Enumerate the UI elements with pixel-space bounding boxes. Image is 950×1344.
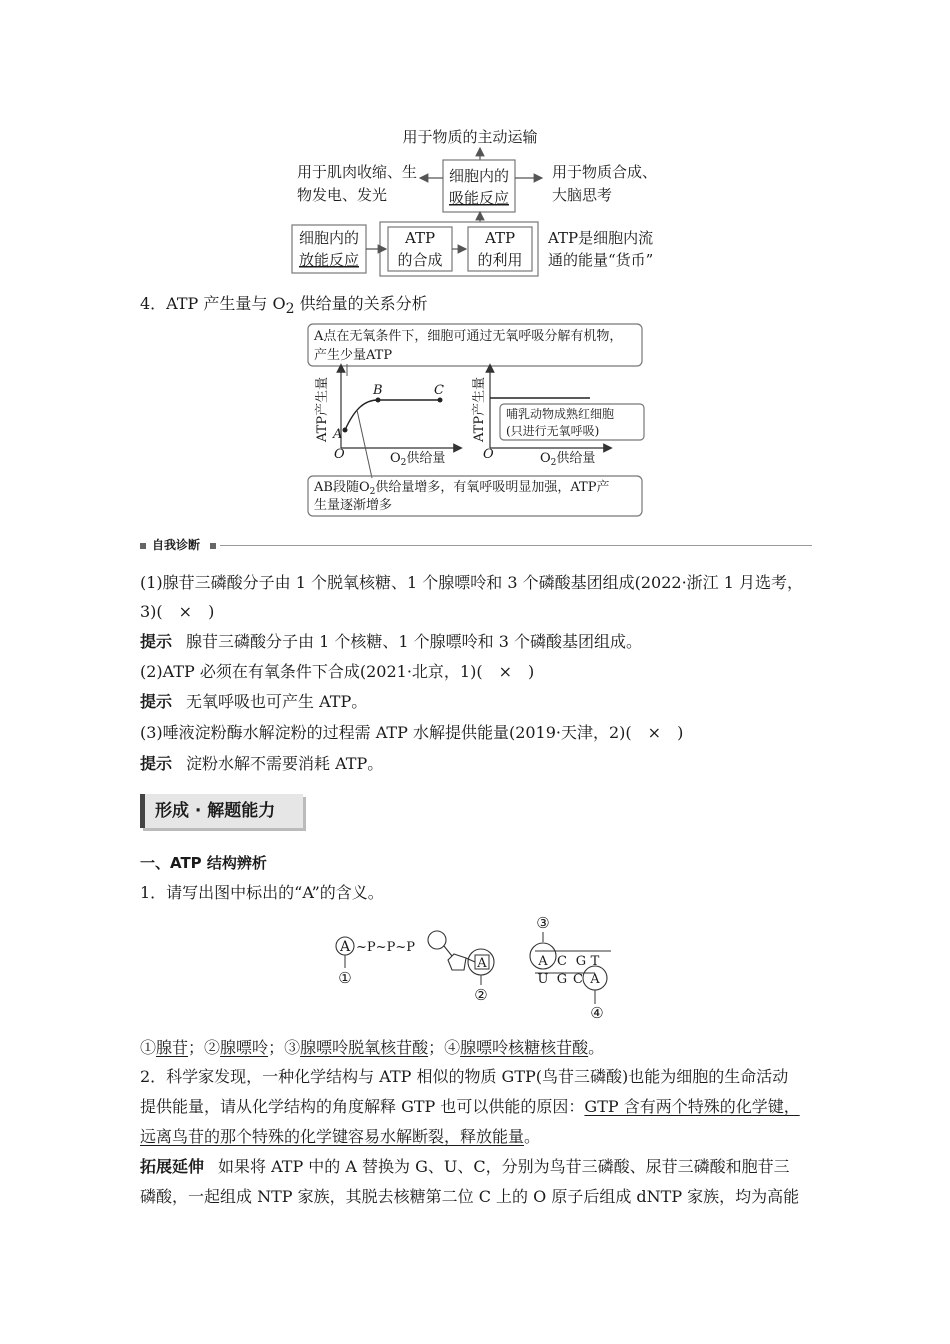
label-3: ③ [536,914,550,932]
svg-text:C: C [434,383,444,398]
section-banner-text: 形成 · 解题能力 [155,801,276,821]
atp-flow-diagram [280,118,680,280]
flow-left-1: 用于肌肉收缩、生 [297,163,418,181]
y-axis-label-right: ATP产生量 [472,376,487,442]
y-axis-label-left: ATP产生量 [315,376,330,442]
flow-b3-a: ATP [484,229,516,247]
hint-1: 提示 腺苷三磷酸分子由 1 个核糖、1 个腺嘌呤和 3 个磷酸基团组成。 [140,632,642,651]
flow-right-1: 用于物质合成、 [552,163,658,181]
svg-text:O: O [483,447,494,462]
svg-text:A: A [590,972,600,987]
rna-bottom-strand [538,972,601,987]
svg-text:A: A [333,427,343,442]
q2: (2)ATP 必须在有氧条件下合成(2021·北京，1)( × ) [140,662,535,681]
atp-o2-graph [300,318,650,520]
svg-text:G: G [575,954,587,969]
extension-line2: 磷酸，一起组成 NTP 家族，其脱去核糖第二位 C 上的 O 原子后组成 dNTP 家族，均为高能 [140,1187,800,1206]
label-2: ② [474,986,488,1004]
svg-text:B: B [373,383,383,398]
flow-b2-b: 的合成 [397,251,443,269]
svg-text:~P~P~P: ~P~P~P [356,940,415,955]
part1-heading: 一、ATP 结构辨析 [140,854,267,872]
q2-line3: 远离鸟苷的那个特殊的化学键容易水解断裂，释放能量。 [140,1127,541,1146]
x-axis-label-right: $O_2$供给量 [540,451,596,468]
flow-left-2: 物发电、发光 [297,186,388,204]
svg-text:A: A [538,954,548,969]
svg-text:C: C [557,954,567,969]
flow-r-1: ATP是细胞内流 [548,229,654,247]
self-diagnosis-title: 自我诊断 [152,538,201,552]
flow-r-2: 通的能量“货币” [548,251,654,269]
curve-left [345,400,440,430]
point-c [438,398,443,403]
self-diagnosis-header [140,539,812,553]
label-4: ④ [590,1004,604,1022]
q3: (3)唾液淀粉酶水解淀粉的过程需 ATP 水解提供能量(2019·天津，2)( × ) [140,723,684,742]
flow-center-2: 吸能反应 [448,189,510,207]
note-ab-line2: 生量逐渐增多 [314,498,393,513]
extension-line1: 拓展延伸 如果将 ATP 中的 A 替换为 G、U、C，分别为鸟苷三磷酸、尿苷三磷酸和胞苷三 [140,1157,790,1176]
note-rbc-2: (只进行无氧呼吸) [506,424,600,438]
svg-text:G: G [556,972,568,987]
svg-text:A: A [477,956,487,971]
note-a-line1: A点在无氧条件下，细胞可通过无氧呼吸分解有机物， [314,329,623,344]
section-banner [140,794,303,828]
q1-line2: 3)( × ) [140,602,215,621]
flow-top-text: 用于物质的主动运输 [402,128,538,146]
flow-right-2: 大脑思考 [552,186,613,204]
part1-q1: 1．请写出图中标出的“A”的含义。 [140,883,384,902]
hint-3: 提示 淀粉水解不需要消耗 ATP。 [140,754,384,773]
point-a [343,428,348,433]
svg-text:T: T [590,954,600,969]
q2-line1: 2．科学家发现，一种化学结构与 ATP 相似的物质 GTP(鸟苷三磷酸)也能为细胞的生命活动 [140,1067,789,1086]
flow-b2-a: ATP [404,229,436,247]
note-ab-line1: AB段随$O_2$供给量增多，有氧呼吸明显加强，ATP产 [314,480,610,497]
flow-b3-b: 的利用 [477,251,523,269]
flow-center-1: 细胞内的 [448,167,510,185]
q1-line1: (1)腺苷三磷酸分子由 1 个脱氧核糖、1 个腺嘌呤和 3 个磷酸基团组成(2022·浙江 1 月选考， [140,573,804,592]
a-structures-diagram [325,910,625,1024]
atp-a: A [339,939,351,955]
q2-line2: 提供能量，请从化学结构的角度解释 GTP 也可以供能的原因：GTP 含有两个特殊的化学键， [140,1097,800,1116]
note-a-line2: 产生少量ATP [314,348,393,363]
flow-bl-1: 细胞内的 [298,229,360,247]
x-axis-label-left: $O_2$供给量 [390,451,446,468]
flow-bl-2: 放能反应 [298,251,360,269]
section-4-title: 4．ATP 产生量与 $O_2$ 供给量的关系分析 [140,294,428,318]
point-b [376,398,381,403]
svg-text:O: O [334,447,345,462]
note-rbc-1: 哺乳动物成熟红细胞 [506,407,615,421]
answer-1: ①腺苷；②腺嘌呤；③腺嘌呤脱氧核苷酸；④腺嘌呤核糖核苷酸。 [140,1038,605,1057]
label-1: ① [338,969,352,987]
svg-text:C: C [573,972,583,987]
svg-text:U: U [537,972,549,987]
hint-2: 提示 无氧呼吸也可产生 ATP。 [140,692,368,711]
